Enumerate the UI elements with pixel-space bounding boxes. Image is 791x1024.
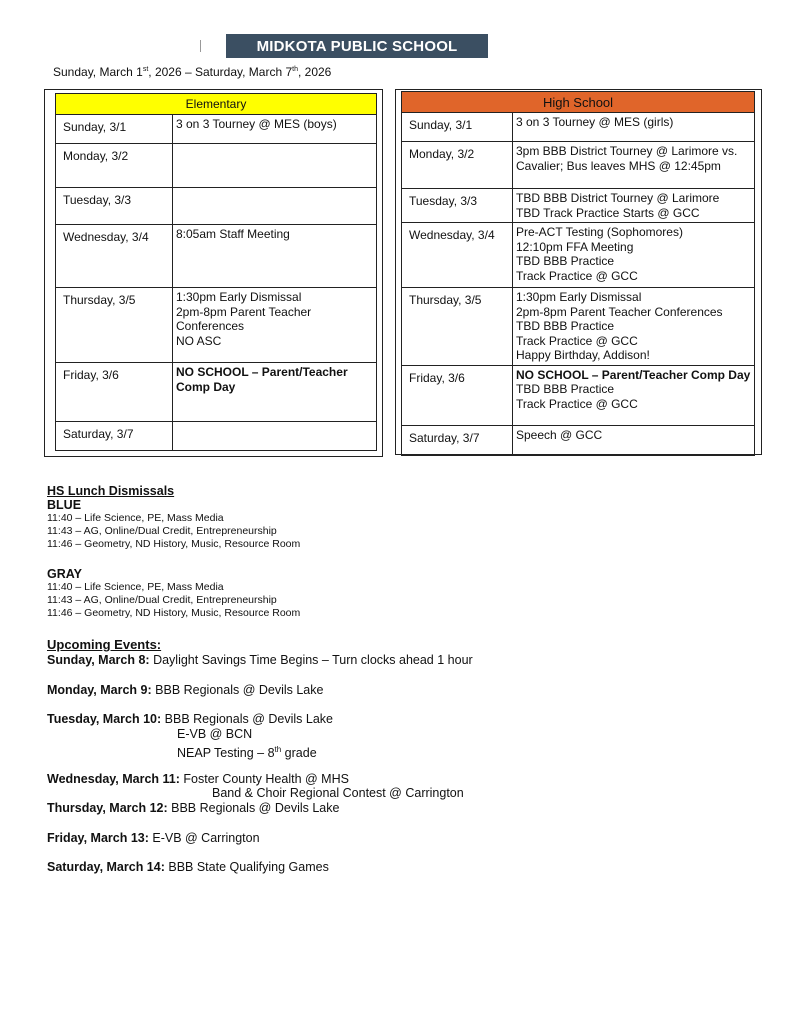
event-line [177,742,317,761]
events-cell [173,225,377,288]
event-text: BBB Regionals @ Devils Lake [171,801,340,815]
event-line: 8:05am Staff Meeting [176,227,290,241]
event-day: Sunday, March 8: [47,653,150,667]
event-day: Monday, March 9: [47,683,152,697]
table-row [402,113,755,142]
elementary-schedule [44,89,383,457]
event-day: Friday, March 13: [47,831,149,845]
event-line: 2pm-8pm Parent Teacher Conferences [516,304,723,319]
event-line: 1:30pm Early Dismissal [516,290,642,304]
event-text: BBB Regionals @ Devils Lake [164,712,333,726]
day-label: Monday, 3/2 [56,144,173,188]
lunch-group-blue: BLUE [47,498,82,512]
event-line: 3pm BBB District Tourney @ Larimore vs. Cavalier; Bus leaves MHS @ 12:45pm [516,144,738,173]
lunch-line: 11:43 – AG, Online/Dual Credit, Entrepreneurship [47,525,277,537]
event-line: TBD BBB District Tourney @ Larimore [516,191,720,205]
high-school-table [401,91,755,456]
event-line: TBD BBB Practice [516,382,615,396]
event-line: 2pm-8pm Parent Teacher Conferences [176,304,312,333]
day-label: Friday, 3/6 [402,365,513,425]
elementary-table [55,93,377,451]
event-sup: th [274,745,282,754]
day-label: Sunday, 3/1 [402,113,513,142]
date-start: Sunday, March 1 [53,65,143,79]
event-text: NEAP Testing – 8 [177,746,275,761]
day-label: Sunday, 3/1 [56,115,173,144]
table-row [56,115,377,144]
day-label: Wednesday, 3/4 [402,223,513,288]
day-label: Tuesday, 3/3 [56,188,173,225]
event-text: Daylight Savings Time Begins – Turn clocks ahead 1 hour [153,653,473,667]
table-row [56,363,377,422]
events-cell [173,144,377,188]
date-end: , 2026 [297,65,332,79]
day-label: Thursday, 3/5 [56,288,173,363]
high-school-schedule [395,89,762,455]
events-cell [513,113,755,142]
lunch-dismissals [47,485,300,620]
event-line: TBD BBB Practice [516,254,615,268]
events-cell [513,425,755,455]
lunch-line: 11:46 – Geometry, ND History, Music, Resource Room [47,538,301,550]
event-text: E-VB @ Carrington [152,831,260,845]
event-text: E-VB @ BCN [177,727,253,741]
date-range [53,65,331,79]
event-line: TBD Track Practice Starts @ GCC [516,205,700,220]
event-day: Thursday, March 12: [47,801,168,815]
events-cell [513,288,755,366]
events-cell [173,188,377,225]
date-start-sup: st [142,66,149,73]
table-row [56,188,377,225]
day-label: Monday, 3/2 [402,142,513,189]
lunch-line: 11:40 – Life Science, PE, Mass Media [47,512,224,524]
table-row [56,144,377,188]
day-label: Thursday, 3/5 [402,288,513,366]
event-line: Track Practice @ GCC [516,396,638,411]
date-middle: , 2026 – Saturday, March 7 [148,65,293,79]
table-row [402,142,755,189]
day-label: Tuesday, 3/3 [402,189,513,223]
event-line: NO ASC [176,333,222,348]
table-row [56,225,377,288]
divider-tick [200,40,201,52]
event-line: Track Practice @ GCC [516,333,638,348]
day-label: Saturday, 3/7 [56,422,173,451]
elementary-title: Elementary [56,94,377,115]
high-school-title: High School [402,92,755,113]
event-line: Pre-ACT Testing (Sophomores) [516,225,683,239]
events-cell [173,363,377,422]
event-text: BBB State Qualifying Games [168,860,329,874]
event-line: Speech @ GCC [516,427,603,442]
event-line: NO SCHOOL – Parent/Teacher Comp Day [176,365,348,394]
event-text: Foster County Health @ MHS [183,772,349,786]
event-line [47,801,339,816]
day-label: Friday, 3/6 [56,363,173,422]
table-row [56,288,377,363]
event-line [47,831,260,846]
event-line: 3 on 3 Tourney @ MES (boys) [176,117,337,131]
events-cell [173,288,377,363]
events-cell [513,365,755,425]
event-text: Band & Choir Regional Contest @ Carrington [212,786,464,800]
events-cell [513,189,755,223]
event-line [177,727,252,742]
event-line: Happy Birthday, Addison! [516,348,650,362]
events-cell [513,142,755,189]
table-row [402,425,755,455]
lunch-group-gray: GRAY [47,567,82,581]
table-row [402,288,755,366]
event-line [47,860,329,875]
table-row [56,422,377,451]
events-cell [173,422,377,451]
event-line [47,772,349,787]
event-line [47,712,333,727]
event-line [47,683,323,698]
lunch-title: HS Lunch Dismissals [47,484,175,498]
table-row [402,365,755,425]
day-label: Saturday, 3/7 [402,425,513,455]
date-end-sup: th [292,66,298,73]
event-text: BBB Regionals @ Devils Lake [155,683,324,697]
lunch-line: 11:46 – Geometry, ND History, Music, Resource Room [47,607,301,619]
event-line [47,653,473,668]
event-day: Tuesday, March 10: [47,712,162,726]
school-banner: MIDKOTA PUBLIC SCHOOL [226,34,488,58]
event-line: 12:10pm FFA Meeting [516,239,634,254]
events-cell [173,115,377,144]
lunch-line: 11:43 – AG, Online/Dual Credit, Entrepreneurship [47,594,277,606]
day-label: Wednesday, 3/4 [56,225,173,288]
event-line: TBD BBB Practice [516,319,615,333]
event-day: Wednesday, March 11: [47,772,180,786]
table-row [402,189,755,223]
events-cell [513,223,755,288]
lunch-line: 11:40 – Life Science, PE, Mass Media [47,581,224,593]
event-line: 3 on 3 Tourney @ MES (girls) [516,115,674,129]
event-day: Saturday, March 14: [47,860,165,874]
event-line [212,786,464,801]
event-line: NO SCHOOL – Parent/Teacher Comp Day [516,367,751,382]
upcoming-title: Upcoming Events: [47,637,162,652]
event-text-after: grade [281,746,317,761]
table-row [402,223,755,288]
event-line: 1:30pm Early Dismissal [176,290,302,304]
event-line: Track Practice @ GCC [516,268,638,283]
upcoming-events [47,637,473,874]
